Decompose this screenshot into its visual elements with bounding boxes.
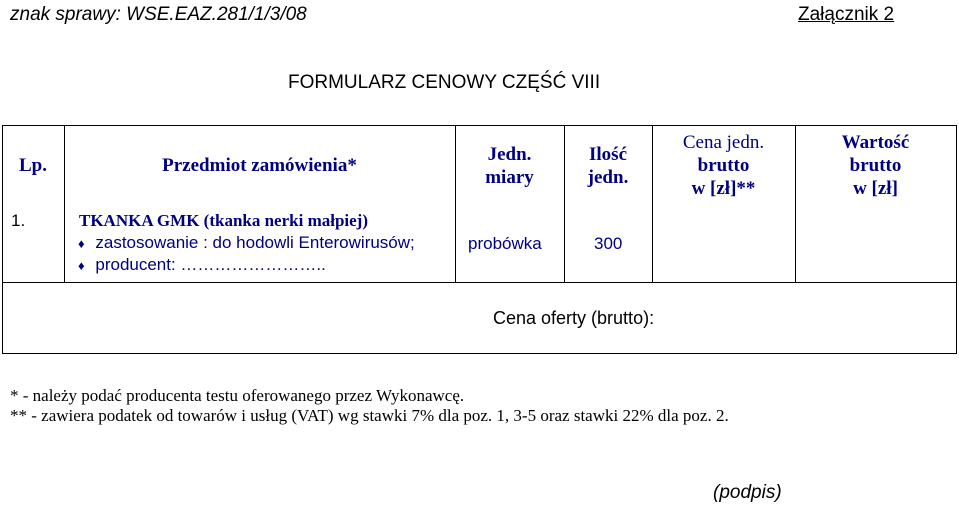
col-header-unit-line2: miary bbox=[485, 167, 534, 188]
col-header-unit bbox=[455, 143, 564, 189]
row-item-producer-text: producent: …………………….. bbox=[95, 255, 326, 274]
col-header-price-line2: brutto bbox=[697, 155, 750, 176]
table-right-border bbox=[956, 125, 957, 354]
offer-total-label: Cena oferty (brutto): bbox=[493, 308, 655, 328]
col-header-value-line2: brutto bbox=[849, 155, 902, 176]
col-header-unit-line1: Jedn. bbox=[487, 144, 532, 165]
row-item-usage-text: zastosowanie : do hodowli Enterowirusów; bbox=[95, 233, 415, 252]
diamond-bullet-icon: ♦ bbox=[78, 258, 85, 273]
table-top-border bbox=[2, 125, 957, 126]
col-header-subject: Przedmiot zamówienia* bbox=[162, 155, 357, 176]
col-header-qty bbox=[564, 143, 652, 189]
diamond-bullet-icon: ♦ bbox=[78, 236, 85, 251]
col-header-value bbox=[795, 131, 956, 200]
row-item-producer bbox=[78, 254, 326, 277]
row-item-title: TKANKA GMK (tkanka nerki małpiej) bbox=[79, 211, 369, 230]
form-title: FORMULARZ CENOWY CZĘŚĆ VIII bbox=[288, 72, 601, 93]
table-bottom-border bbox=[2, 353, 957, 354]
col-header-price-line3: w [zł]** bbox=[691, 178, 756, 199]
case-number: znak sprawy: WSE.EAZ.281/1/3/08 bbox=[10, 4, 307, 25]
col-header-price bbox=[652, 131, 795, 200]
row-qty: 300 bbox=[594, 234, 623, 253]
col-header-value-line1: Wartość bbox=[841, 132, 910, 153]
footnote-vat: ** - zawiera podatek od towarów i usług (VAT) wg stawki 7% dla poz. 1, 3-5 oraz stawki 22% dla poz. 2. bbox=[10, 406, 729, 425]
col-header-lp: Lp. bbox=[19, 155, 47, 176]
col-header-qty-line1: Ilość bbox=[589, 144, 627, 165]
table-row-divider bbox=[2, 282, 957, 283]
col-header-price-line1: Cena jedn. bbox=[682, 132, 765, 153]
column-divider bbox=[64, 125, 65, 282]
row-item-usage bbox=[78, 232, 415, 255]
col-header-qty-line2: jedn. bbox=[587, 167, 629, 188]
signature-label: (podpis) bbox=[713, 482, 782, 503]
price-table bbox=[2, 125, 957, 354]
footnote-producer: * - należy podać producenta testu oferowanego przez Wykonawcę. bbox=[10, 386, 465, 405]
row-unit: probówka bbox=[468, 234, 542, 253]
row-lp: 1. bbox=[11, 211, 26, 230]
attachment-label: Załącznik 2 bbox=[798, 4, 895, 25]
col-header-value-line3: w [zł] bbox=[853, 178, 898, 199]
